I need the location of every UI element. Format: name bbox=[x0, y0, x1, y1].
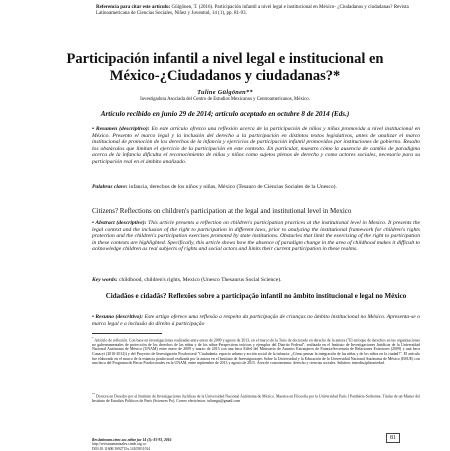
keywords-text: childhood, children's rights, Mexico (Unesco Thesaurus Social Science). bbox=[119, 277, 282, 283]
resumen-label: • Resumen (descriptivo): bbox=[92, 126, 150, 132]
page-number: 81 bbox=[386, 433, 400, 443]
author-affiliation: Investigadora Asociada del Centro de Estudios Mexicanos y Centroamericanos, México. bbox=[140, 97, 310, 102]
english-heading: Citizens? Reflections on children's participation at the legal and institutional level in Mexico bbox=[92, 207, 352, 215]
keywords bbox=[92, 277, 420, 284]
journal-citation: Rev.latinoam.cienc.soc.niñez juv 14 (1): 81-93, 2016 bbox=[92, 438, 172, 442]
palabras-clave-text: infancia, derechos de los niños y niñas, México (Tesauro de Ciencias Sociales de la Unesco). bbox=[128, 184, 337, 190]
citation-reference bbox=[96, 5, 424, 18]
footnote-divider bbox=[92, 333, 162, 334]
resumo-label: • Resumo (descritivo): bbox=[92, 314, 144, 320]
footnote-2-marker: ** bbox=[92, 392, 95, 396]
abstract-text: This article presents a reflection on children's participation practices at the institutional level in Mexico. It presents the legal context and the inclusion of the right to participation in different laws, prior to analyzing the institutional framework for children's rights protection and the children's participation exercises promoted by state institutions. Obstacles that limit the exercising of the right to participation in these contexts are highlighted. Specifically, this article shows how the absence of paradigm change in the area of childhood makes it difficult to acknowledge children as real subjects of rights and social actors and limits their current participation in these realms. bbox=[92, 220, 420, 252]
footnote-1 bbox=[92, 336, 420, 366]
palabras-clave bbox=[92, 184, 420, 191]
resumo-paragraph bbox=[92, 314, 420, 327]
footnote-2 bbox=[92, 392, 420, 403]
portuguese-heading: Cidadãos e cidadãs? Reflexões sobre a participação infantil no âmbito institucional e legal no México bbox=[105, 292, 407, 300]
abstract-label: • Abstract (descriptive): bbox=[92, 220, 147, 226]
resumo-text: Este artigo oferece uma reflexão a respeito da participação de crianças no âmbito institucional no México. Apresenta-se o marco legal e a inclusão do direito à participação bbox=[92, 314, 420, 327]
keywords-label: Key words: bbox=[92, 277, 118, 283]
article-dates: Artículo recibido en junio 29 de 2014; artículo aceptado en octubre 8 de 2014 (Eds.) bbox=[100, 110, 350, 118]
resumen-text: En este artículo ofrezco una reflexión acerca de la participación de niños y niñas promovida a nivel institucional en México. Presento el marco legal y la inclusión del derecho a la participación en distintos textos legislativos, antes de analizar el marco institucional de promoción de los derechos de la infancia y ejercicios de participación infantil promovidos por instituciones de gobierno. Resalto los obstáculos que limitan el ejercicio de la participación en este contexto. En particular, muestro cómo la ausencia de cambio de paradigma acerca de la infancia dificulta el reconocimiento de niñas y niños como sujetos plenos de derecho y como actores sociales, necesario para su participación real en el ámbito analizado. bbox=[92, 126, 420, 165]
palabras-clave-label: Palabras clave: bbox=[92, 184, 128, 190]
citation-label: Referencia para citar este artículo: bbox=[96, 5, 171, 10]
abstract-paragraph bbox=[92, 220, 420, 253]
journal-url: http://revistaumanizales.cinde.org.co bbox=[92, 442, 147, 447]
footnote-1-text: Artículo de reflexión. Con base en investigaciones realizadas entre enero de 2009 y agosto de 2013, en el marco de la Tesis de doctorado en derecho de la autora ("El enfoque de derechos en las organizaciones no gubernamentales de protección de los derechos de las niñas y de los niños-Perspectivas teóricas y ejemplos del Distrito Federal", realizada en el Instituto de Investigaciones Jurídicas de la Universidad Nacional Autónoma de México (UNAM) entre enero de 2009 y marzo de 2013 con una beca Eiffel del Ministerio de Asuntos Extranjeros de Francia/Secretaría de Relaciones Exteriores (2009) y una beca Conacyt (2010-2012)) y del Proyecto de Investigación Posdoctoral "Ciudadanía, espacio urbano y acción social de la infancia: ¿Cómo pensar la integración de las niñas y de los niños en la ciudad?". El artículo fue elaborado en el marco de la estancia posdoctoral realizada por la autora en el Instituto de Investigaciones Sobre la Universidad y la Educación de la Universidad Nacional Autónoma de México (IISUE) con una beca del Programa de Becas Posdoctorales en la UNAM, entre septiembre de 2013 y agosto de 2015. Área de conocimiento: derecho y ciencias sociales. Subárea: interdisciplinariedad. bbox=[92, 338, 421, 366]
journal-doi: DOI:10.11600/1692715x.14105011014 bbox=[92, 446, 151, 451]
footnote-1-marker: * bbox=[92, 336, 94, 340]
citation-text: Gülgönen, T. (2016). Participación infantil a nivel legal e institucional en México- ¿Ciudadanos y ciudadanas? Revista Latinoamericana de Ciencias Sociales, Niñez y Juventud, 14 (1), pp. 81-93. bbox=[96, 5, 409, 17]
article-title: Participación infantil a nivel legal e institucional en México-¿Ciudadanos y ciudadanas?* bbox=[66, 51, 384, 84]
footnote-2-text: Doctora en Derecho por el Instituto de Investigaciones Jurídicas de la Universidad Nacional Autónoma de México. Maestra en Filosofía por la Universidad París I Panthéon-Sorbonne. Titular de un Máster del Instituto de Estudios Políticos de París (Sciences Po). Correo electrónico: tulinegu@gmail.com bbox=[92, 394, 420, 403]
journal-footer bbox=[92, 438, 292, 451]
resumen-paragraph bbox=[92, 126, 420, 165]
author-name: Tuline Gülgönen** bbox=[197, 89, 253, 96]
